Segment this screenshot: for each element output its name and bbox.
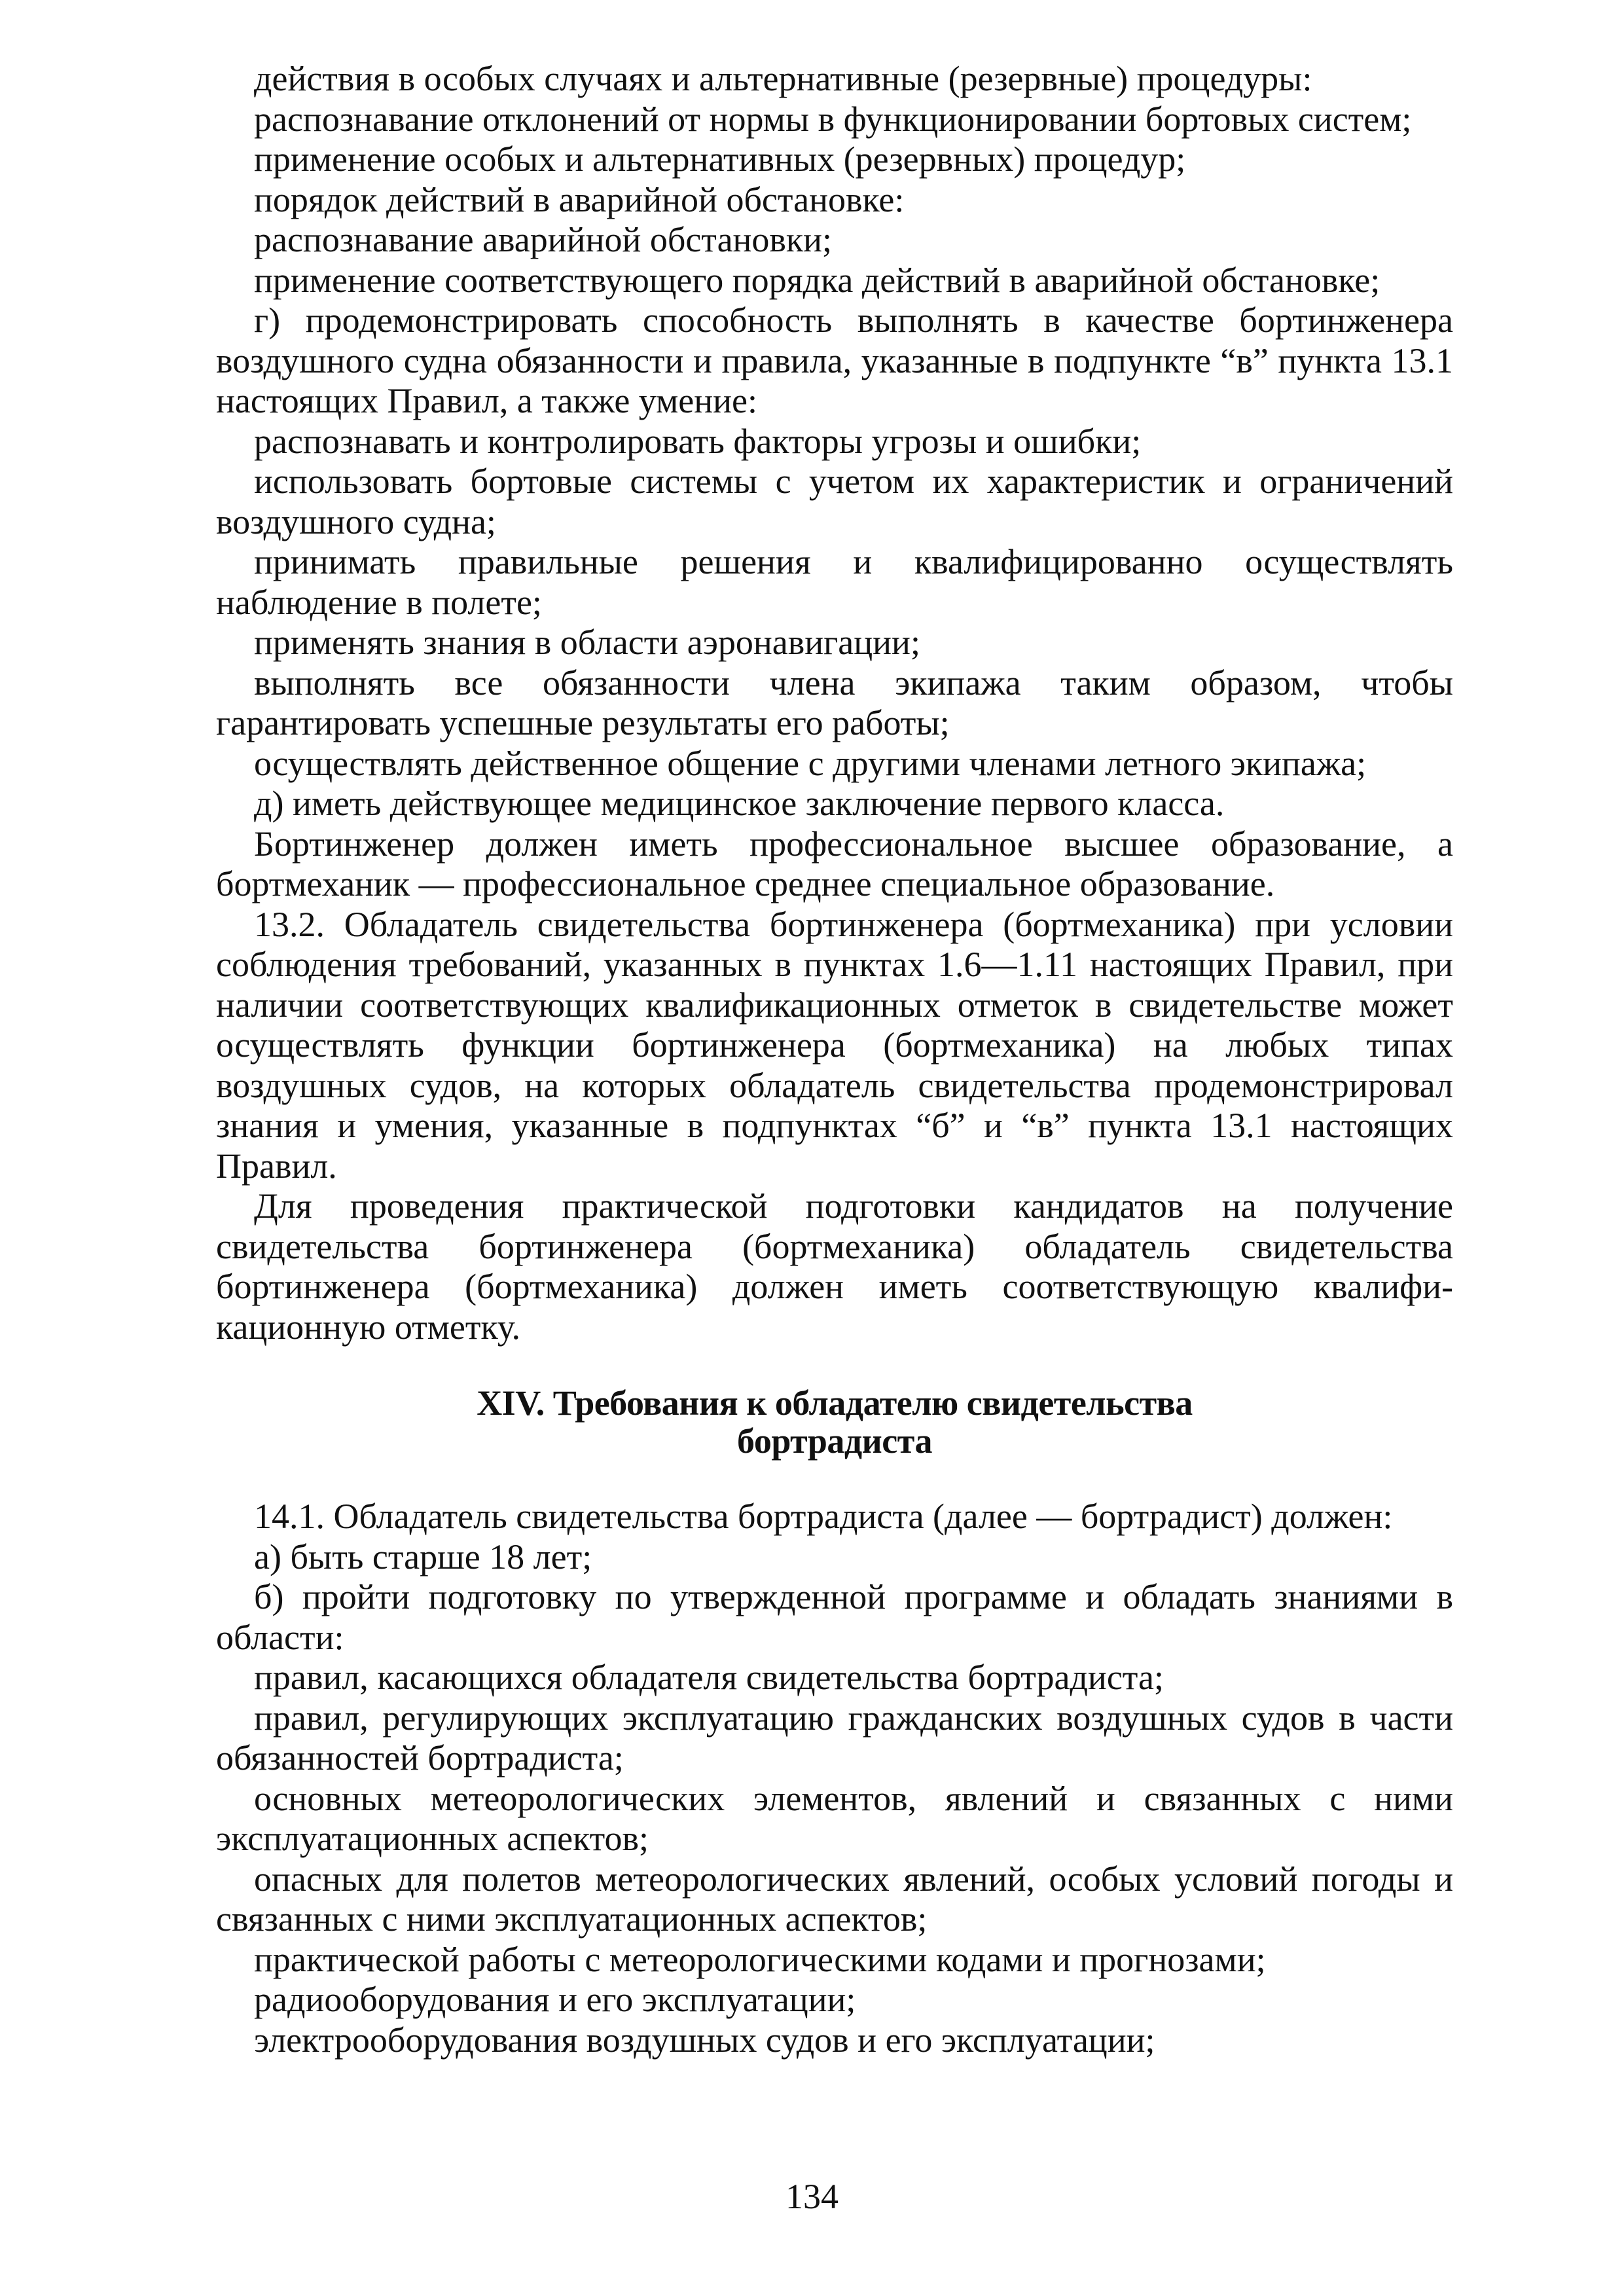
paragraph: действия в особых случаях и альтернативные (резервные) процедуры:	[254, 59, 1312, 98]
paragraph: распознавать и контролировать факторы угрозы и ошибки;	[254, 421, 1142, 461]
paragraph: электрооборудования воздушных судов и его эксплуатации;	[254, 2020, 1155, 2060]
paragraph: принимать правильные решения и квалифицированно осуществлять наблюдение в полете;	[216, 542, 1453, 622]
paragraph: г) продемонстрировать способность выполнять в качестве бортинженера воздушного судна обязанности и правила, указанные в подпункте “в” пункта 13.1 настоящих Правил, а также умение:	[216, 301, 1453, 420]
paragraph: основных метеорологических элементов, явлений и связанных с ними эксплуатационных аспектов;	[216, 1778, 1453, 1858]
paragraph: Бортинженер должен иметь профессиональное высшее образование, а бортмеханик — профессиональное среднее специальное образование.	[216, 824, 1453, 903]
paragraph: распознавание отклонений от нормы в функционировании бортовых систем;	[254, 99, 1412, 139]
paragraph: выполнять все обязанности члена экипажа таким образом, чтобы гарантировать успешные результаты его работы;	[216, 663, 1453, 742]
paragraph: использовать бортовые системы с учетом их характеристик и ограничений воздушного судна;	[216, 462, 1453, 541]
paragraph: б) пройти подготовку по утвержденной программе и обладать знаниями в области:	[216, 1577, 1453, 1657]
paragraph: применение соответствующего порядка действий в аварийной обстановке;	[254, 260, 1380, 300]
paragraph: 14.1. Обладатель свидетельства бортрадиста (далее — бортрадист) должен:	[254, 1497, 1393, 1536]
paragraph: опасных для полетов метеорологических явлений, особых условий погоды и связанных с ними эксплуатационных аспектов;	[216, 1859, 1453, 1939]
paragraph: практической работы с метеорологическими кодами и прогнозами;	[254, 1939, 1266, 1979]
paragraph: правил, регулирующих эксплуатацию гражданских воздушных судов в части обязанностей бортрадиста;	[216, 1698, 1453, 1777]
paragraph: применять знания в области аэронавигации;	[254, 623, 920, 662]
paragraph: радиооборудования и его эксплуатации;	[254, 1980, 856, 2019]
section-title-line: XIV. Требования к обладателю свидетельства	[477, 1383, 1193, 1423]
section-title	[216, 1384, 1453, 1460]
paragraph: применение особых и альтернативных (резервных) процедур;	[254, 139, 1186, 179]
paragraph: Для проведения практической подготовки кандидатов на получение свидетельства бортинженера (бортмеханика) обладатель свидетельства бортинженера (бортмеханика) должен иметь соответствующую квалификационную отметку.	[216, 1186, 1453, 1347]
paragraph: правил, касающихся обладателя свидетельства бортрадиста;	[254, 1658, 1164, 1697]
paragraph: распознавание аварийной обстановки;	[254, 220, 833, 259]
section-title-line: бортрадиста	[737, 1421, 932, 1461]
paragraph: 13.2. Обладатель свидетельства бортинженера (бортмеханика) при условии соблюдения требований, указанных в пунктах 1.6—1.11 настоящих Правил, при наличии соответствующих квалификационных отметок в свидетельстве может осуществлять функции бортинженера (бортмеханика) на любых типах воздушных судов, на которых обладатель свидетельства продемонстрировал знания и умения, указанные в подпунктах “б” и “в” пункта 13.1 настоящих Правил.	[216, 904, 1453, 1186]
paragraph: порядок действий в аварийной обстановке:	[254, 179, 905, 219]
paragraph: осуществлять действенное общение с другими членами летного экипажа;	[254, 743, 1367, 783]
paragraph: а) быть старше 18 лет;	[254, 1537, 592, 1576]
page-number: 134	[785, 2177, 839, 2216]
document-page	[216, 59, 1453, 2060]
paragraph: д) иметь действующее медицинское заключение первого класса.	[254, 784, 1225, 823]
